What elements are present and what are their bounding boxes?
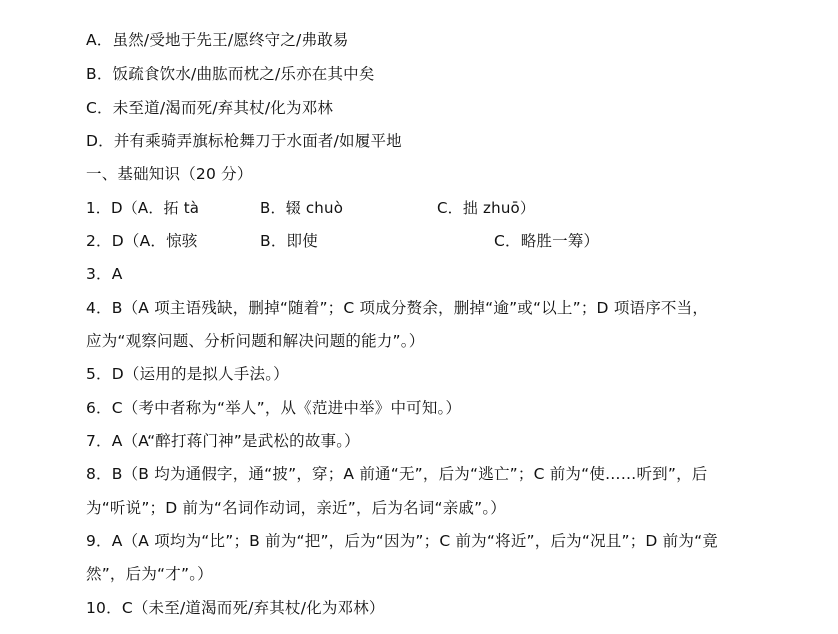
answer-6-line: 6．C（考中者称为“举人”，从《范进中举》中可知。） xyxy=(86,399,462,417)
answer-5-line: 5．D（运用的是拟人手法。） xyxy=(86,365,289,383)
answer-8-line-1: 8．B（B 均为通假字，通“披”，穿；A 前通“无”，后为“逃亡”；C 前为“使……听到”，后 xyxy=(86,465,708,483)
answer-10-line: 10．C（未至/道渴而死/弃其杖/化为邓林） xyxy=(86,599,385,617)
answer-2-option-b: B．即使 xyxy=(260,232,318,250)
option-d-line: D．并有乘骑弄旗标枪舞刀于水面者/如履平地 xyxy=(86,132,402,150)
answer-1-lead: 1．D（A．拓 tà xyxy=(86,199,200,217)
answer-4-line-2: 应为“观察问题、分析问题和解决问题的能力”。） xyxy=(86,332,425,350)
option-a-line: A．虽然/受地于先王/愿终守之/弗敢易 xyxy=(86,31,349,49)
option-c-line: C．未至道/渴而死/弃其杖/化为邓林 xyxy=(86,99,334,117)
answer-9-line-2: 然”，后为“才”。） xyxy=(86,565,213,583)
answer-9-line-1: 9．A（A 项均为“比”；B 前为“把”，后为“因为”；C 前为“将近”，后为“况且”；D 前为“竟 xyxy=(86,532,719,550)
answer-1-row xyxy=(86,196,686,220)
answer-1-option-c: C．拙 zhuō） xyxy=(437,199,536,217)
answer-1-option-b: B．辍 chuò xyxy=(260,199,344,217)
answer-4-line-1: 4．B（A 项主语残缺，删掉“随着”；C 项成分赘余，删掉“逾”或“以上”；D 项语序不当， xyxy=(86,299,709,317)
answer-2-lead: 2．D（A．惊骇 xyxy=(86,232,198,250)
answer-8-line-2: 为“听说”；D 前为“名词作动词，亲近”，后为名词“亲戚”。） xyxy=(86,499,506,517)
answer-2-row xyxy=(86,229,686,253)
answer-2-option-c: C．略胜一筹） xyxy=(494,232,600,250)
section-heading: 一、基础知识（20 分） xyxy=(86,165,253,183)
option-b-line: B．饭疏食饮水/曲肱而枕之/乐亦在其中矣 xyxy=(86,65,375,83)
answer-7-line: 7．A（A“醉打蒋门神”是武松的故事。） xyxy=(86,432,360,450)
answer-3-line: 3．A xyxy=(86,265,123,283)
